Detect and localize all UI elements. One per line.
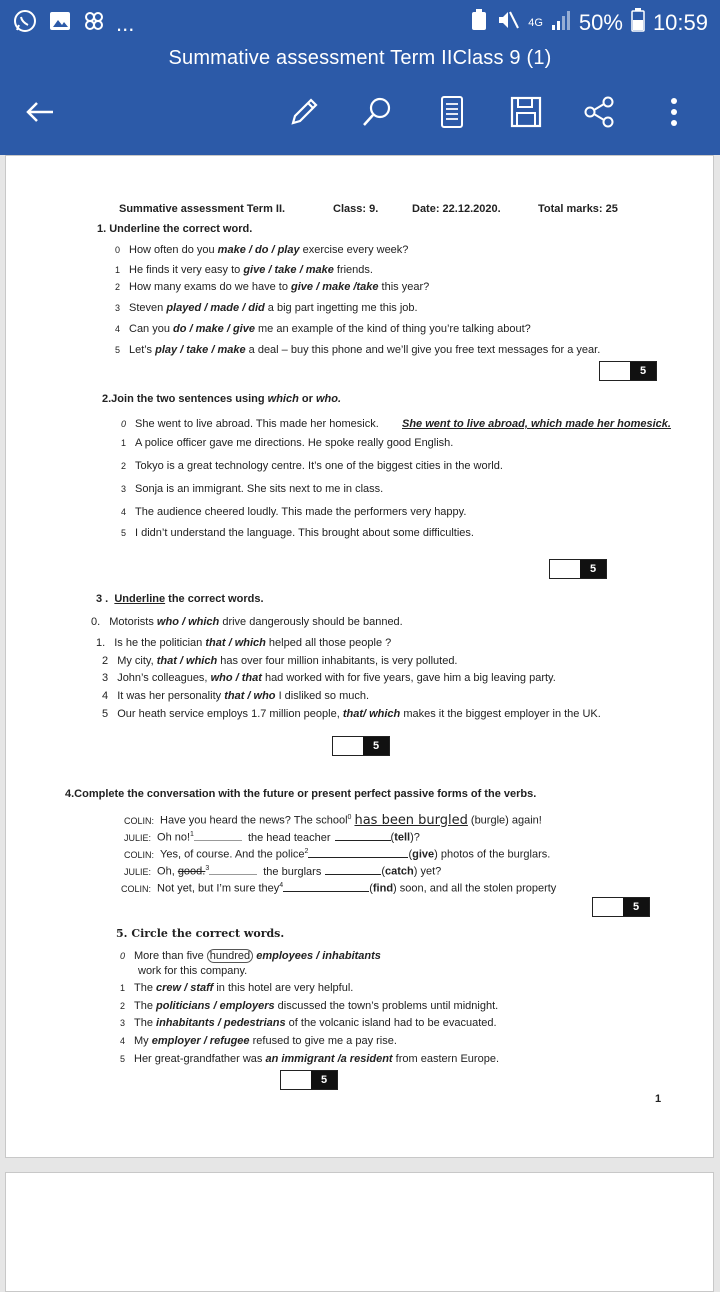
pencil-icon (287, 95, 321, 129)
section2-item: 1 A police officer gave me directions. He spoke really good English. (121, 437, 454, 449)
section3-score-box (332, 736, 390, 756)
doc-header-marks: Total marks: 25 (538, 203, 618, 215)
section4-line: JULIE: Oh, good.$^3$ the burglars (catch) yet? (124, 865, 442, 878)
section3-item: 4 It was her personality that / who I disliked so much. (102, 690, 370, 702)
next-document-page[interactable] (5, 1172, 714, 1292)
overflow-menu-button[interactable] (650, 86, 698, 138)
section3-heading: 3 . Underline the correct words. (96, 593, 264, 605)
section4-line: COLIN: Yes, of course. And the police$^2$ (give) photos of the burglars. (124, 848, 551, 861)
back-button[interactable] (16, 86, 64, 138)
section2-example-answer: She went to live abroad, which made her homesick. (402, 418, 671, 430)
doc-header-class: Class: 9. (333, 203, 379, 215)
more-vertical-icon (666, 95, 682, 129)
edit-button[interactable] (280, 86, 328, 138)
section5-item: 2 The politicians / employers discussed the town’s problems until midnight. (120, 1000, 499, 1012)
section2-item: 3 Sonja is an immigrant. She sits next to me in class. (121, 483, 384, 495)
section4-line: COLIN: Not yet, but I’m sure they$^4$ (find) soon, and all the stolen property (121, 882, 557, 895)
mute-icon (496, 8, 520, 38)
section2-score: 5 (580, 560, 606, 578)
share-icon (582, 95, 616, 129)
section3-item: 0. Motorists who / which drive dangerously should be banned. (91, 616, 403, 628)
section2-example: 0 She went to live abroad. This made her homesick. (121, 418, 379, 430)
section4-line: JULIE: Oh no!$^1$ the head teacher (tell)? (124, 831, 420, 844)
section3-item: 2 My city, that / which has over four million inhabitants, is very polluted. (102, 655, 458, 667)
app-bar (0, 0, 720, 155)
section5-example-cont: work for this company. (138, 965, 248, 977)
arrow-left-icon (23, 95, 57, 129)
search-button[interactable] (353, 86, 401, 138)
section5-heading: 5. Circle the correct words. (116, 927, 285, 940)
section4-heading: 4.Complete the conversation with the future or present perfect passive forms of the verbs. (65, 788, 537, 800)
doc-header-title: Summative assessment Term II. (119, 203, 286, 215)
section2-item: 2 Tokyo is a great technology centre. It’s one of the biggest cities in the world. (121, 460, 503, 472)
section1-item: 1 He finds it very easy to give / take / make friends. (115, 264, 373, 276)
battery-saver-icon (470, 8, 488, 38)
section2-score-box (549, 559, 607, 579)
save-button[interactable] (502, 86, 550, 138)
whatsapp-icon (12, 8, 38, 39)
battery-icon (631, 8, 645, 38)
status-bar (0, 0, 720, 42)
section5-item: 1 The crew / staff in this hotel are very helpful. (120, 982, 354, 994)
section5-example: 0 More than five hundred employees / inhabitants (120, 950, 381, 962)
battery-percent: 50% (578, 10, 623, 35)
signal-icon (551, 9, 571, 37)
section2-item: 4 The audience cheered loudly. This made the performers very happy. (121, 506, 467, 518)
document-page[interactable] (5, 155, 714, 1158)
section1-score-box (599, 361, 657, 381)
section5-item: 3 The inhabitants / pedestrians of the volcanic island had to be evacuated. (120, 1017, 497, 1029)
section2-heading: 2.Join the two sentences using which or who. (102, 393, 342, 405)
section1-item: 2 How many exams do we have to give / make /take this year? (115, 281, 430, 293)
reading-mode-button[interactable] (428, 86, 476, 138)
section1-item: 0 How often do you make / do / play exercise every week? (115, 244, 409, 256)
section4-score: 5 (623, 898, 649, 916)
doc-header-date: Date: 22.12.2020. (412, 203, 501, 215)
network-type-indicator: 4G (528, 17, 543, 29)
section2-item: 5 I didn’t understand the language. This brought about some difficulties. (121, 527, 474, 539)
more-notifications-indicator: ... (116, 10, 135, 36)
section5-score: 5 (311, 1071, 337, 1089)
section5-score-box (280, 1070, 338, 1090)
section3-item: 5 Our heath service employs 1.7 million people, that/ which makes it the biggest employer in the UK. (102, 708, 601, 720)
section5-item: 5 Her great-grandfather was an immigrant /a resident from eastern Europe. (120, 1053, 499, 1065)
section3-item: 3 John’s colleagues, who / that had worked with for five years, gave him a big leaving party. (102, 672, 556, 684)
section4-line: COLIN: Have you heard the news? The school$^0$ has been burgled (burgle) again! (124, 812, 542, 828)
section3-item: 1. Is he the politician that / which helped all those people ? (96, 637, 392, 649)
toolbar (0, 86, 720, 142)
clock: 10:59 (652, 10, 708, 35)
section1-score: 5 (630, 362, 656, 380)
share-button[interactable] (575, 86, 623, 138)
section3-score: 5 (363, 737, 389, 755)
document-title: Summative assessment Term IIClass 9 (1) (168, 47, 552, 69)
document-phone-icon (437, 95, 467, 129)
section1-item: 3 Steven played / made / did a big part ingetting me this job. (115, 302, 418, 314)
section1-heading: 1. Underline the correct word. (97, 223, 253, 235)
pinwheel-icon (82, 9, 106, 38)
page-number: 1 (655, 1093, 662, 1105)
section1-item: 4 Can you do / make / give me an example of the kind of thing you’re talking about? (115, 323, 531, 335)
search-icon (360, 95, 394, 129)
section4-score-box (592, 897, 650, 917)
gallery-icon (48, 9, 72, 38)
section5-item: 4 My employer / refugee refused to give me a pay rise. (120, 1035, 397, 1047)
section1-item: 5 Let’s play / take / make a deal – buy this phone and we’ll give you free text messages for a year. (115, 344, 601, 356)
floppy-disk-icon (509, 95, 543, 129)
